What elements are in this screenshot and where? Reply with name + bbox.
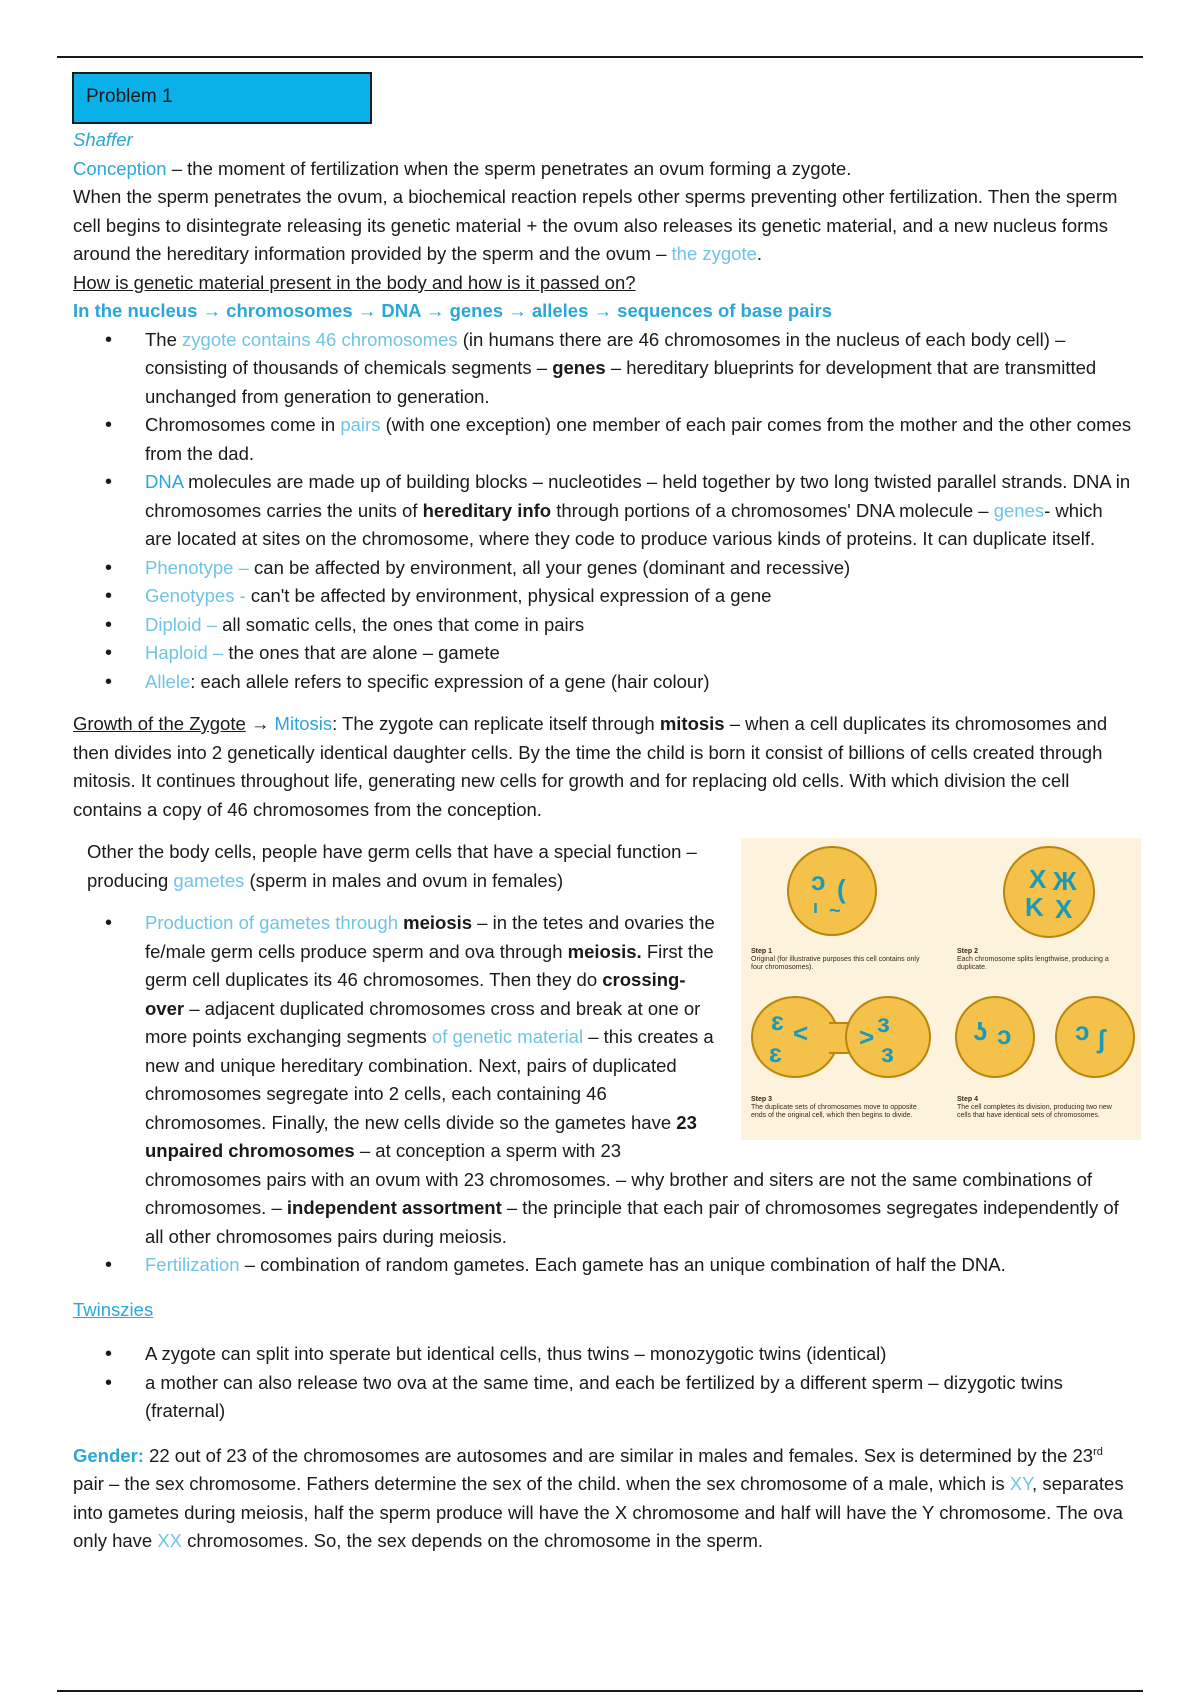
list-item: • Production of gametes through meiosis – in the tetes and ovaries the fe/male germ cells produce sperm and ova through meiosis. First the germ cell duplicates its 46 chromosomes. Then they do crossing-over – adjacent duplicated chromosomes cross and break at one or more points exchanging segments of genetic material – this creates a new and unique hereditary combination. Next, pairs of duplicated chromosomes segregate into 2 cells, each containing 46 chromosomes. Finally, the new cells divide so the gametes have 23 unpaired chromosomes – at conception a sperm with 23 chromosomes pairs with an ovum with 23 chromosomes. – why brother and siters are not the same combinations of chromosomes. – independent assortment – the principle that each pair of chromosomes segregates independently of all other chromosomes pairs during meiosis. <box>73 909 1133 1251</box>
chromosome-icon: ʖ <box>973 1016 988 1046</box>
list-item: • The zygote contains 46 chromosomes (in humans there are 46 chromosomes in the nucleus of each body cell) – consisting of thousands of chemicals segments – genes – hereditary blueprints for development that are transmitted unchanged from generation to generation. <box>73 326 1133 412</box>
growth-heading: Growth of the Zygote <box>73 713 246 734</box>
step4-caption: Step 4 The cell completes its division, producing two new cells that have identical sets of chromosomes. <box>957 1096 1112 1119</box>
chromosome-icon: K <box>1025 892 1044 922</box>
chromosome-icon: ʃ <box>1097 1024 1106 1054</box>
question-heading: How is genetic material present in the body and how is it passed on? <box>73 271 636 293</box>
list-item: • Phenotype – can be affected by environment, all your genes (dominant and recessive) <box>73 554 1133 583</box>
step1-caption: Step 1 Original (for illustrative purposes this cell contains only four chromosomes). <box>751 948 920 971</box>
chromosome-icon: < <box>793 1018 809 1048</box>
list-item: • Allele: each allele refers to specific expression of a gene (hair colour) <box>73 668 1133 697</box>
zygote-term: the zygote <box>671 243 757 264</box>
list-item: • DNA molecules are made up of building blocks – nucleotides – held together by two long twisted parallel strands. DNA in chromosomes carries the units of hereditary info through portions of a chromosomes' DNA molecule – genes- which are located at sites on the chromosome, where they code to produce various kinds of proteins. It can duplicate itself. <box>73 468 1133 554</box>
twins-bullet-list <box>73 1340 1133 1426</box>
list-item: • Fertilization – combination of random gametes. Each gamete has an unique combination of half the DNA. <box>73 1251 1133 1280</box>
chromosome-icon: ɜ <box>877 1008 890 1038</box>
chromosome-icon: > <box>859 1022 875 1052</box>
growth-paragraph: Growth of the Zygote → Mitosis: The zygote can replicate itself through mitosis – when a cell duplicates its chromosomes and then divides into 2 genetically identical daughter cells. By the time the child is born it consist of billions of cells created through mitosis. It continues throughout life, generating new cells for growth and for replacing old cells. With which division the cell contains a copy of 46 chromosomes from the conception. <box>73 713 1108 820</box>
chromosome-icon: ~ <box>829 900 841 922</box>
chromosome-icon: ɛ <box>769 1038 782 1068</box>
germ-cells-paragraph: Other the body cells, people have germ cells that have a special function – producing gametes (sperm in males and ovum in females) <box>87 841 697 891</box>
list-item: • A zygote can split into sperate but identical cells, thus twins – monozygotic twins (identical) <box>73 1340 1133 1369</box>
chromosome-icon: ( <box>837 874 846 904</box>
list-item: • Chromosomes come in pairs (with one exception) one member of each pair comes from the mother and the other comes from the dad. <box>73 411 1133 468</box>
chromosome-icon: X <box>1029 864 1047 894</box>
twins-heading: Twinszies <box>73 1298 154 1320</box>
step2-caption: Step 2 Each chromosome splits lengthwise, producing a duplicate. <box>957 948 1109 971</box>
document-body <box>73 126 1133 1556</box>
gender-paragraph: Gender: 22 out of 23 of the chromosomes are autosomes and are similar in males and females. Sex is determined by the 23rd pair – the sex chromosome. Fathers determine the sex of the child. when the sex chromosome of a male, which is XY, separates into gametes during meiosis, half the sperm produce will have the X chromosome and half will have the Y chromosome. The ova only have XX chromosomes. So, the sex depends on the chromosome in the sperm. <box>73 1444 1124 1551</box>
chromosome-icon: ɔ <box>997 1020 1012 1050</box>
chromosome-icon: ı <box>813 897 819 917</box>
conception-body: When the sperm penetrates the ovum, a biochemical reaction repels other sperms preventing other fertilization. Then the sperm cell begins to disintegrate releasing its genetic material + the ovum also releases its genetic material, and a new nucleus forms around the hereditary information provided by the sperm and the ovum – the zygote. <box>73 186 1118 264</box>
chromosome-icon: ɔ <box>811 866 826 896</box>
problem-title-box <box>72 72 372 124</box>
top-rule <box>57 56 1143 58</box>
chromosome-icon: ɛ <box>771 1006 784 1036</box>
list-item: • Haploid – the ones that are alone – gamete <box>73 639 1133 668</box>
genetics-bullet-list <box>73 326 1133 697</box>
chromosome-icon: Ж <box>1053 866 1077 896</box>
list-item: • Diploid – all somatic cells, the ones that come in pairs <box>73 611 1133 640</box>
bottom-rule <box>57 1690 1143 1692</box>
conception-definition: Conception – the moment of fertilization when the sperm penetrates an ovum forming a zygote. <box>73 157 852 179</box>
source-label: Shaffer <box>73 129 133 150</box>
hierarchy-chain: In the nucleus → chromosomes → DNA → genes → alleles → sequences of base pairs <box>73 300 833 321</box>
list-item: • a mother can also release two ova at the same time, and each be fertilized by a different sperm – dizygotic twins (fraternal) <box>73 1369 1133 1426</box>
list-item: • Genotypes - can't be affected by environment, physical expression of a gene <box>73 582 1133 611</box>
meiosis-bullet-list <box>73 909 1133 1280</box>
chromosome-icon: ɔ <box>1075 1016 1090 1046</box>
chromosome-icon: X <box>1055 894 1073 924</box>
page-title: Problem 1 <box>86 86 173 107</box>
conception-term: Conception <box>73 157 167 179</box>
step3-caption: Step 3 The duplicate sets of chromosomes move to opposite ends of the original cell, which then begins to divide. <box>751 1096 917 1119</box>
chromosome-icon: ɜ <box>881 1038 894 1068</box>
